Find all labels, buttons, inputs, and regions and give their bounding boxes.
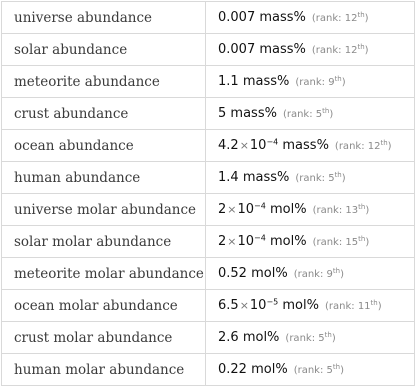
rank-suffix: ): [331, 333, 336, 344]
rank-number: 5: [315, 109, 323, 120]
value-mantissa: 4.2: [218, 138, 239, 153]
rank-suffix: ): [364, 13, 369, 24]
table-row: [2, 2, 415, 34]
rank-annotation: [335, 141, 392, 152]
property-value-cell: [206, 194, 415, 226]
value-mantissa: 5: [218, 106, 227, 121]
property-value-cell: [206, 290, 415, 322]
abundance-table-body: [2, 2, 415, 386]
table-row: [2, 322, 415, 354]
value-mantissa: 2: [218, 234, 227, 249]
property-label: universe abundance: [2, 2, 206, 34]
value-mantissa: 2.6: [218, 330, 239, 345]
rank-prefix: (rank:: [293, 269, 327, 280]
property-label: solar molar abundance: [2, 226, 206, 258]
property-value-cell: [206, 66, 415, 98]
property-label: meteorite molar abundance: [2, 258, 206, 290]
value-mantissa: 0.007: [218, 42, 256, 57]
value-unit: mass%: [242, 74, 290, 89]
value-mantissa: 1.4: [218, 170, 239, 185]
property-value-cell: [206, 2, 415, 34]
value-unit: mol%: [251, 266, 288, 281]
value-unit: mol%: [242, 330, 280, 345]
value-unit: mol%: [269, 234, 307, 249]
rank-number: 13: [345, 205, 359, 216]
rank-prefix: (rank:: [295, 77, 329, 88]
rank-suffix: ): [377, 301, 382, 312]
exponent-base: 10: [237, 202, 255, 217]
rank-suffix: ): [387, 141, 392, 152]
exponent-power: −5: [266, 297, 279, 307]
value-unit: mass%: [259, 42, 306, 57]
rank-prefix: (rank:: [293, 365, 327, 376]
rank-ordinal-suffix: th: [358, 203, 366, 212]
table-row: [2, 226, 415, 258]
rank-number: 5: [326, 365, 333, 376]
value-unit: mass%: [282, 138, 329, 153]
table-row: [2, 194, 415, 226]
property-value-cell: [206, 162, 415, 194]
property-value-cell: [206, 130, 415, 162]
property-label: solar abundance: [2, 34, 206, 66]
property-value-cell: [206, 34, 415, 66]
rank-number: 5: [328, 173, 335, 184]
rank-ordinal-suffix: th: [332, 363, 341, 372]
rank-number: 9: [328, 77, 335, 88]
rank-ordinal-suffix: th: [357, 11, 365, 20]
property-value-cell: [206, 258, 415, 290]
rank-prefix: (rank:: [312, 205, 346, 216]
table-row: [2, 98, 415, 130]
property-label: crust molar abundance: [2, 322, 206, 354]
property-value-cell: [206, 322, 415, 354]
rank-annotation: [325, 301, 382, 312]
rank-ordinal-suffix: th: [334, 75, 342, 84]
table-row: [2, 354, 415, 386]
rank-prefix: (rank:: [282, 109, 316, 120]
value-unit: mol%: [282, 298, 319, 313]
rank-suffix: ): [364, 45, 369, 56]
rank-prefix: (rank:: [311, 45, 345, 56]
rank-annotation: [312, 45, 369, 56]
table-row: [2, 66, 415, 98]
rank-suffix: ): [341, 77, 346, 88]
property-label: ocean molar abundance: [2, 290, 206, 322]
value-mantissa: 6.5: [218, 298, 239, 313]
rank-number: 5: [318, 333, 325, 344]
property-label: human abundance: [2, 162, 206, 194]
property-label: meteorite abundance: [2, 66, 206, 98]
times-sign: ×: [239, 139, 249, 152]
rank-annotation: [294, 269, 344, 280]
rank-annotation: [294, 365, 344, 376]
exponent-base: 10: [249, 138, 267, 153]
rank-prefix: (rank:: [334, 141, 368, 152]
rank-ordinal-suffix: th: [357, 43, 365, 52]
value-mantissa: 0.52: [218, 266, 247, 281]
rank-suffix: ): [365, 237, 370, 248]
rank-ordinal-suffix: th: [358, 235, 366, 244]
value-mantissa: 0.007: [218, 10, 256, 25]
rank-ordinal-suffix: th: [324, 331, 332, 340]
exponent-base: 10: [237, 234, 255, 249]
exponent-power: −4: [266, 137, 279, 147]
rank-number: 12: [344, 13, 358, 24]
property-label: ocean abundance: [2, 130, 206, 162]
times-sign: ×: [227, 203, 237, 216]
rank-suffix: ): [341, 173, 346, 184]
value-mantissa: 2: [218, 202, 227, 217]
value-unit: mass%: [259, 10, 306, 25]
rank-annotation: [313, 205, 370, 216]
exponent-base: 10: [249, 298, 267, 313]
rank-number: 12: [367, 141, 381, 152]
rank-prefix: (rank:: [285, 333, 319, 344]
value-unit: mol%: [251, 362, 288, 377]
times-sign: ×: [227, 235, 237, 248]
property-label: crust abundance: [2, 98, 206, 130]
rank-suffix: ): [340, 365, 344, 376]
rank-annotation: [285, 333, 335, 344]
value-unit: mass%: [242, 170, 290, 185]
rank-suffix: ): [340, 269, 344, 280]
rank-ordinal-suffix: th: [322, 107, 330, 116]
property-value-cell: [206, 354, 415, 386]
abundance-table: [1, 1, 415, 386]
value-mantissa: 1.1: [218, 74, 239, 89]
exponent-power: −4: [254, 201, 266, 211]
exponent-power: −4: [254, 233, 266, 243]
table-row: [2, 162, 415, 194]
table-row: [2, 130, 415, 162]
rank-ordinal-suffix: th: [334, 171, 342, 180]
times-sign: ×: [239, 299, 249, 312]
value-unit: mass%: [230, 106, 277, 121]
rank-annotation: [313, 237, 370, 248]
rank-number: 12: [344, 45, 358, 56]
rank-annotation: [312, 13, 369, 24]
table-row: [2, 34, 415, 66]
rank-prefix: (rank:: [312, 237, 346, 248]
rank-annotation: [295, 77, 345, 88]
rank-ordinal-suffix: th: [370, 299, 378, 308]
rank-suffix: ): [329, 109, 334, 120]
value-mantissa: 0.22: [218, 362, 247, 377]
rank-annotation: [283, 109, 333, 120]
rank-number: 15: [345, 237, 359, 248]
rank-number: 11: [357, 301, 371, 312]
property-value-cell: [206, 226, 415, 258]
rank-prefix: (rank:: [295, 173, 329, 184]
value-unit: mol%: [269, 202, 307, 217]
rank-annotation: [295, 173, 345, 184]
rank-number: 9: [326, 269, 333, 280]
table-row: [2, 290, 415, 322]
property-value-cell: [206, 98, 415, 130]
rank-ordinal-suffix: th: [332, 267, 341, 276]
rank-prefix: (rank:: [324, 301, 358, 312]
property-label: universe molar abundance: [2, 194, 206, 226]
table-row: [2, 258, 415, 290]
property-label: human molar abundance: [2, 354, 206, 386]
rank-ordinal-suffix: th: [380, 139, 388, 148]
rank-prefix: (rank:: [311, 13, 345, 24]
rank-suffix: ): [365, 205, 370, 216]
